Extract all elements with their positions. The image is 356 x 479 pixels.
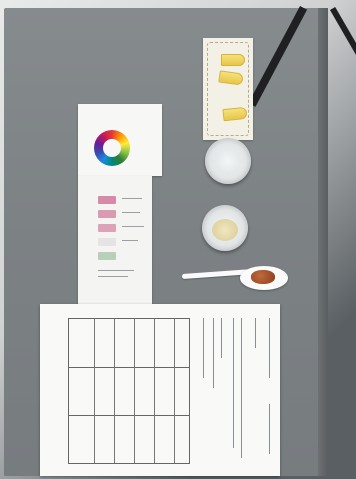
table-column-line: [69, 415, 189, 416]
worksheet-text-line: [221, 318, 222, 358]
worksheet-text-line: [269, 404, 270, 454]
strip-swatch: [98, 224, 116, 232]
table-row-line: [154, 319, 155, 463]
table-column-line: [69, 367, 189, 368]
worksheet-text-line: [269, 318, 270, 378]
strip-text-line: [122, 212, 140, 213]
worksheet-content: [40, 304, 280, 476]
color-wheel-center: [103, 139, 121, 157]
strip-swatch: [98, 238, 116, 246]
water-cup: [205, 138, 251, 184]
worksheet-text-line: [213, 318, 214, 388]
water: [215, 148, 241, 174]
worksheet-text-line: [233, 318, 234, 448]
strip-text-line: [122, 198, 142, 199]
strip-text-line: [122, 226, 144, 227]
strip-swatch: [98, 196, 116, 204]
strip-swatch: [98, 210, 116, 218]
worksheet-text-line: [241, 318, 242, 458]
powder-cup: [202, 205, 248, 251]
worksheet: [40, 304, 280, 476]
strip-text-line: [122, 240, 138, 241]
ph-strip-chart-card: [78, 176, 152, 304]
table-row-line: [94, 319, 95, 463]
table-row-line: [174, 319, 175, 463]
worksheet-text-line: [255, 318, 256, 348]
table-row-line: [134, 319, 135, 463]
powder: [212, 219, 238, 241]
strip-swatch: [98, 252, 116, 260]
ph-color-key-card: [78, 104, 162, 176]
strip-text-line: [98, 276, 128, 277]
worksheet-table: [68, 318, 190, 464]
lemon-wedge: [221, 54, 245, 66]
ph-color-wheel: [94, 130, 130, 166]
table-row-line: [114, 319, 115, 463]
table-edge: [318, 8, 328, 476]
napkin: [203, 38, 253, 140]
spoon-food: [251, 270, 275, 284]
strip-text-line: [98, 270, 134, 271]
worksheet-text-line: [203, 318, 204, 378]
